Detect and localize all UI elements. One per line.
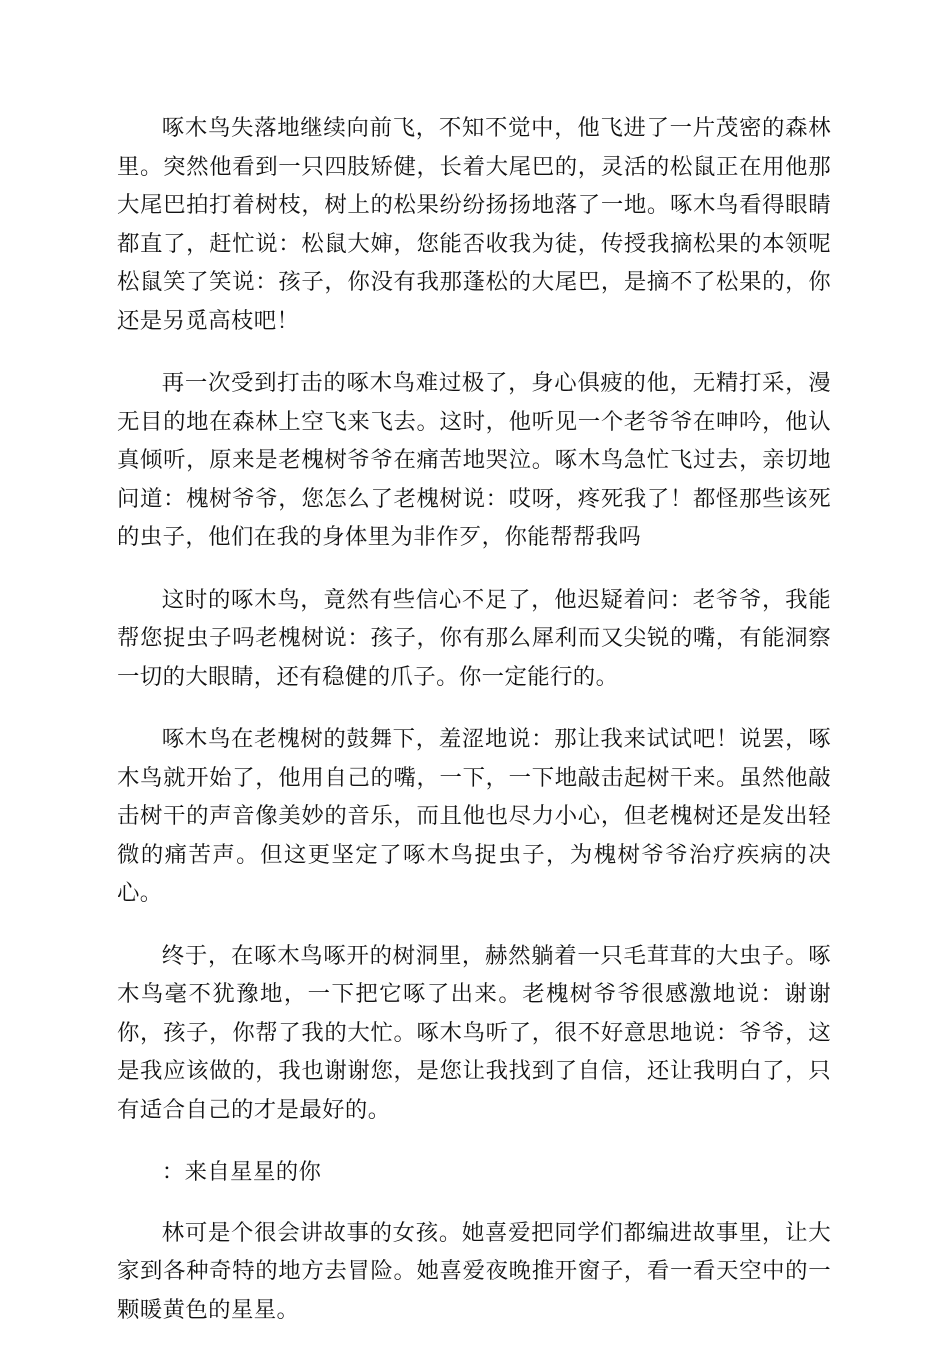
paragraph-6: 林可是个很会讲故事的女孩。她喜爱把同学们都编进故事里，让大家到各种奇特的地方去冒险。她喜爱夜晚推开窗子，看一看天空中的一颗暖黄色的星星。 — [117, 1219, 831, 1323]
paragraph-1: 啄木鸟失落地继续向前飞，不知不觉中，他飞进了一片茂密的森林里。突然他看到一只四肢矫健，长着大尾巴的，灵活的松鼠正在用他那大尾巴拍打着树枝，树上的松果纷纷扬扬地落了一地。啄木鸟看得眼睛都直了，赶忙说：松鼠大婶，您能否收我为徒，传授我摘松果的本领呢松鼠笑了笑说：孩子，你没有我那蓬松的大尾巴，是摘不了松果的，你还是另觅高枝吧！ — [117, 115, 831, 334]
paragraph-5: 终于，在啄木鸟啄开的树洞里，赫然躺着一只毛茸茸的大虫子。啄木鸟毫不犹豫地，一下把它啄了出来。老槐树爷爷很感激地说：谢谢你，孩子，你帮了我的大忙。啄木鸟听了，很不好意思地说：爷爷，这是我应该做的，我也谢谢您，是您让我找到了自信，还让我明白了，只有适合自己的才是最好的。 — [117, 942, 831, 1123]
paragraph-2: 再一次受到打击的啄木鸟难过极了，身心俱疲的他，无精打采，漫无目的地在森林上空飞来飞去。这时，他听见一个老爷爷在呻吟，他认真倾听，原来是老槐树爷爷在痛苦地哭泣。啄木鸟急忙飞过去，亲切地问道：槐树爷爷，您怎么了老槐树说：哎呀，疼死我了！都怪那些该死的虫子，他们在我的身体里为非作歹，你能帮帮我吗 — [117, 370, 831, 550]
section-heading: ：来自星星的你 — [161, 1159, 322, 1185]
document-page — [117, 109, 831, 1353]
paragraph-3: 这时的啄木鸟，竟然有些信心不足了，他迟疑着问：老爷爷，我能帮您捉虫子吗老槐树说：孩子，你有那么犀利而又尖锐的嘴，有能洞察一切的大眼睛，还有稳健的爪子。你一定能行的。 — [117, 586, 831, 690]
paragraph-4: 啄木鸟在老槐树的鼓舞下，羞涩地说：那让我来试试吧！说罢，啄木鸟就开始了，他用自己的嘴，一下，一下地敲击起树干来。虽然他敲击树干的声音像美妙的音乐，而且他也尽力小心，但老槐树还是发出轻微的痛苦声。但这更坚定了啄木鸟捉虫子，为槐树爷爷治疗疾病的决心。 — [117, 726, 831, 906]
